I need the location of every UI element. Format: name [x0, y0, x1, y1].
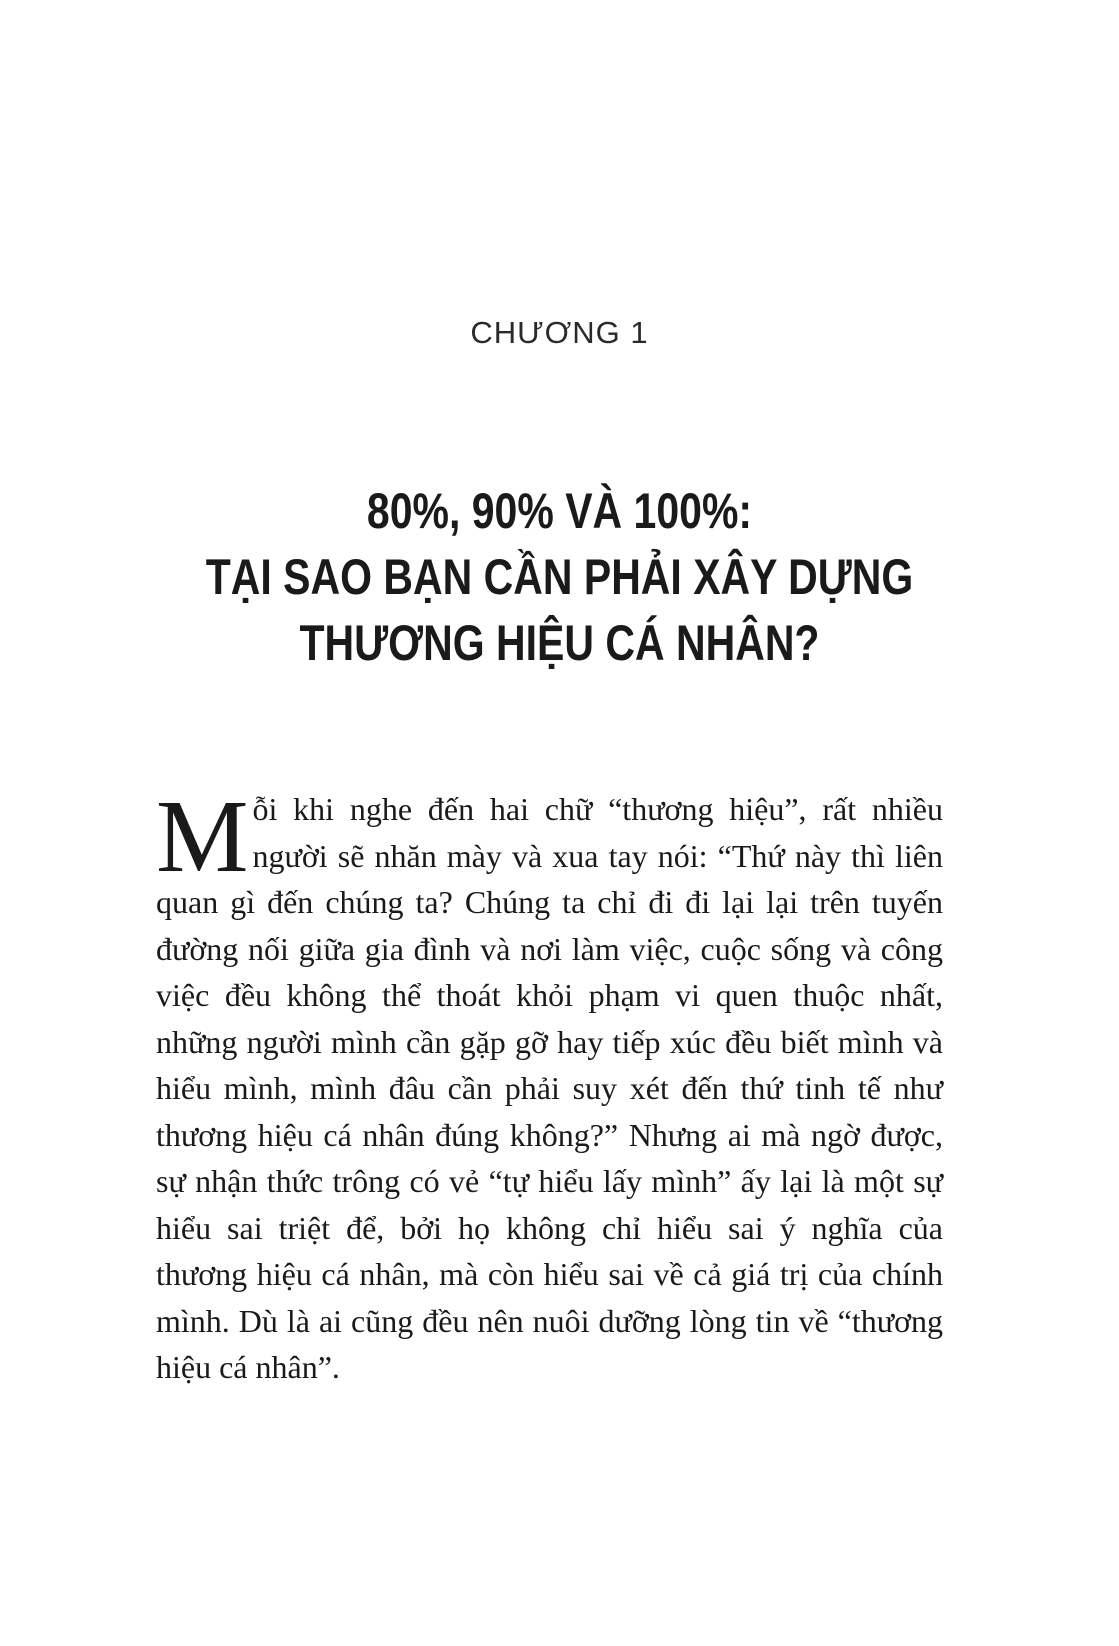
chapter-title-line-1: 80%, 90% VÀ 100%:: [366, 483, 753, 539]
chapter-title-line-3: THƯƠNG HIỆU CÁ NHÂN?: [299, 615, 820, 671]
body-paragraph-text: ỗi khi nghe đến hai chữ “thương hiệu”, rất nhiều người sẽ nhăn mày và xua tay nói: “Thứ này thì liên quan gì đến chúng ta? Chúng ta chỉ đi đi lại lại trên tuyến đường nối giữa gia đình và nơi làm việc, cuộc sống và công việc đều không thể thoát khỏi phạm vi quen thuộc nhất, những người mình cần gặp gỡ hay tiếp xúc đều biết mình và hiểu mình, mình đâu cần phải suy xét đến thứ tinh tế như thương hiệu cá nhân đúng không?” Nhưng ai mà ngờ được, sự nhận thức trông có vẻ “tự hiểu lấy mình” ấy lại là một sự hiểu sai triệt để, bởi họ không chỉ hiểu sai ý nghĩa của thương hiệu cá nhân, mà còn hiểu sai về cả giá trị của chính mình. Dù là ai cũng đều nên nuôi dưỡng lòng tin về “thương hiệu cá nhân”.: [156, 791, 943, 1385]
drop-cap: M: [156, 779, 249, 894]
chapter-title: [101, 478, 1019, 676]
chapter-label: CHƯƠNG 1: [470, 315, 649, 350]
body-paragraph: [156, 779, 943, 1391]
chapter-title-line-2: TẠI SAO BẠN CẦN PHẢI XÂY DỰNG: [205, 549, 914, 605]
